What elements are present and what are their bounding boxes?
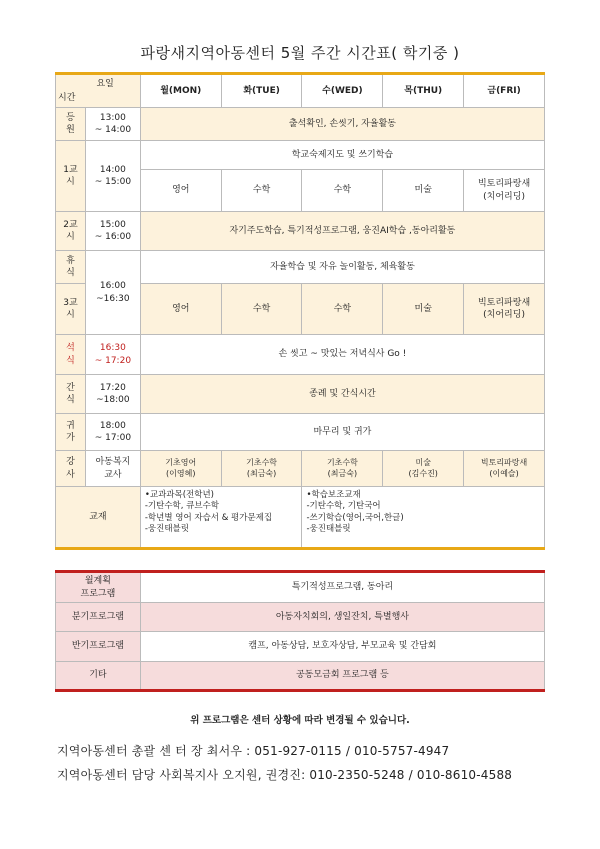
day-header: 목(THU) xyxy=(383,74,464,108)
period-teachers: 강 사 xyxy=(56,451,86,487)
materials-left: •교과과목(전학년) -기탄수학, 큐브수학 -학년별 영어 자습서 & 평가문제집 -웅진태블릿 xyxy=(140,487,302,549)
notice: 위 프로그램은 센터 상황에 따라 변경될 수 있습니다. xyxy=(190,715,410,726)
program-value: 특기적성프로그램, 동아리 xyxy=(140,572,544,603)
program-label: 분기프로그램 xyxy=(56,603,141,632)
header-corner xyxy=(56,74,141,108)
activity-snack: 종례 및 간식시간 xyxy=(140,375,544,414)
schedule-table xyxy=(55,72,545,550)
period-class1: 1교 시 xyxy=(56,141,86,212)
period-arrival: 등 원 xyxy=(56,108,86,141)
teacher-cell: 빅토리파랑새 (이예슬) xyxy=(464,451,545,487)
subject-cell: 미술 xyxy=(383,284,464,335)
page-title: 파랑새지역아동센터 5월 주간 시간표( 학기중 ) xyxy=(140,44,460,62)
activity-arrival: 출석확인, 손씻기, 자율활동 xyxy=(140,108,544,141)
period-class3: 3교 시 xyxy=(56,284,86,335)
program-value: 아동자치회의, 생일잔치, 특별행사 xyxy=(140,603,544,632)
activity-rest: 자율학습 및 자유 놀이활동, 체육활동 xyxy=(140,251,544,284)
time-home: 18:00 ~ 17:00 xyxy=(85,414,140,451)
teacher-cell: 미술 (김수진) xyxy=(383,451,464,487)
subject-cell: 영어 xyxy=(140,170,221,212)
materials-label: 교재 xyxy=(56,487,141,549)
program-table xyxy=(55,570,545,692)
subject-cell: 빅토리파랑새 (치어리딩) xyxy=(464,170,545,212)
period-meal: 석 식 xyxy=(56,335,86,375)
subject-cell: 미술 xyxy=(383,170,464,212)
subject-cell: 수학 xyxy=(221,170,302,212)
subject-cell: 수학 xyxy=(302,284,383,335)
time-class2: 15:00 ~ 16:00 xyxy=(85,212,140,251)
program-label: 월계획 프로그램 xyxy=(56,572,141,603)
day-header: 월(MON) xyxy=(140,74,221,108)
program-value: 캠프, 아동상담, 보호자상담, 부모교육 및 간담회 xyxy=(140,632,544,662)
subject-cell: 빅토리파랑새 (치어리딩) xyxy=(464,284,545,335)
program-value: 공동모금회 프로그램 등 xyxy=(140,662,544,691)
period-class2: 2교 시 xyxy=(56,212,86,251)
teacher-cell: 기초수학 (최금숙) xyxy=(302,451,383,487)
subject-cell: 수학 xyxy=(221,284,302,335)
program-label: 반기프로그램 xyxy=(56,632,141,662)
period-home: 귀 가 xyxy=(56,414,86,451)
day-header: 화(TUE) xyxy=(221,74,302,108)
materials-right: •학습보조교재 -기탄수학, 기탄국어 -쓰기학습(영어,국어,한글) -웅진태블릿 xyxy=(302,487,545,549)
time-label: 시간 xyxy=(58,92,76,103)
day-label: 요일 xyxy=(96,79,114,89)
day-header: 수(WED) xyxy=(302,74,383,108)
time-meal: 16:30 ~ 17:20 xyxy=(85,335,140,375)
activity-meal: 손 씻고 ~ 맛있는 저녁식사 Go ! xyxy=(140,335,544,375)
teacher-cell: 기초영어 (이영혜) xyxy=(140,451,221,487)
period-snack: 간 식 xyxy=(56,375,86,414)
contact-social-worker: 지역아동센터 담당 사회복지사 오지원, 권경진: 010-2350-5248 / 010-8610-4588 xyxy=(57,768,513,782)
activity-class2: 자기주도학습, 특기적성프로그램, 웅진AI학습 ,동아리활동 xyxy=(140,212,544,251)
period-rest: 휴 식 xyxy=(56,251,86,284)
activity-home: 마무리 및 귀가 xyxy=(140,414,544,451)
time-snack: 17:20 ~18:00 xyxy=(85,375,140,414)
subject-cell: 수학 xyxy=(302,170,383,212)
time-arrival: 13:00 ~ 14:00 xyxy=(85,108,140,141)
contact-director: 지역아동센터 총괄 센 터 장 최서우 : 051-927-0115 / 010-5757-4947 xyxy=(57,744,450,758)
program-label: 기타 xyxy=(56,662,141,691)
day-header: 금(FRI) xyxy=(464,74,545,108)
teacher-label: 아동복지 교사 xyxy=(85,451,140,487)
time-class3: 16:00 ~16:30 xyxy=(85,251,140,335)
activity-class1: 학교숙제지도 및 쓰기학습 xyxy=(140,141,544,170)
teacher-cell: 기초수학 (최금숙) xyxy=(221,451,302,487)
subject-cell: 영어 xyxy=(140,284,221,335)
time-class1: 14:00 ~ 15:00 xyxy=(85,141,140,212)
